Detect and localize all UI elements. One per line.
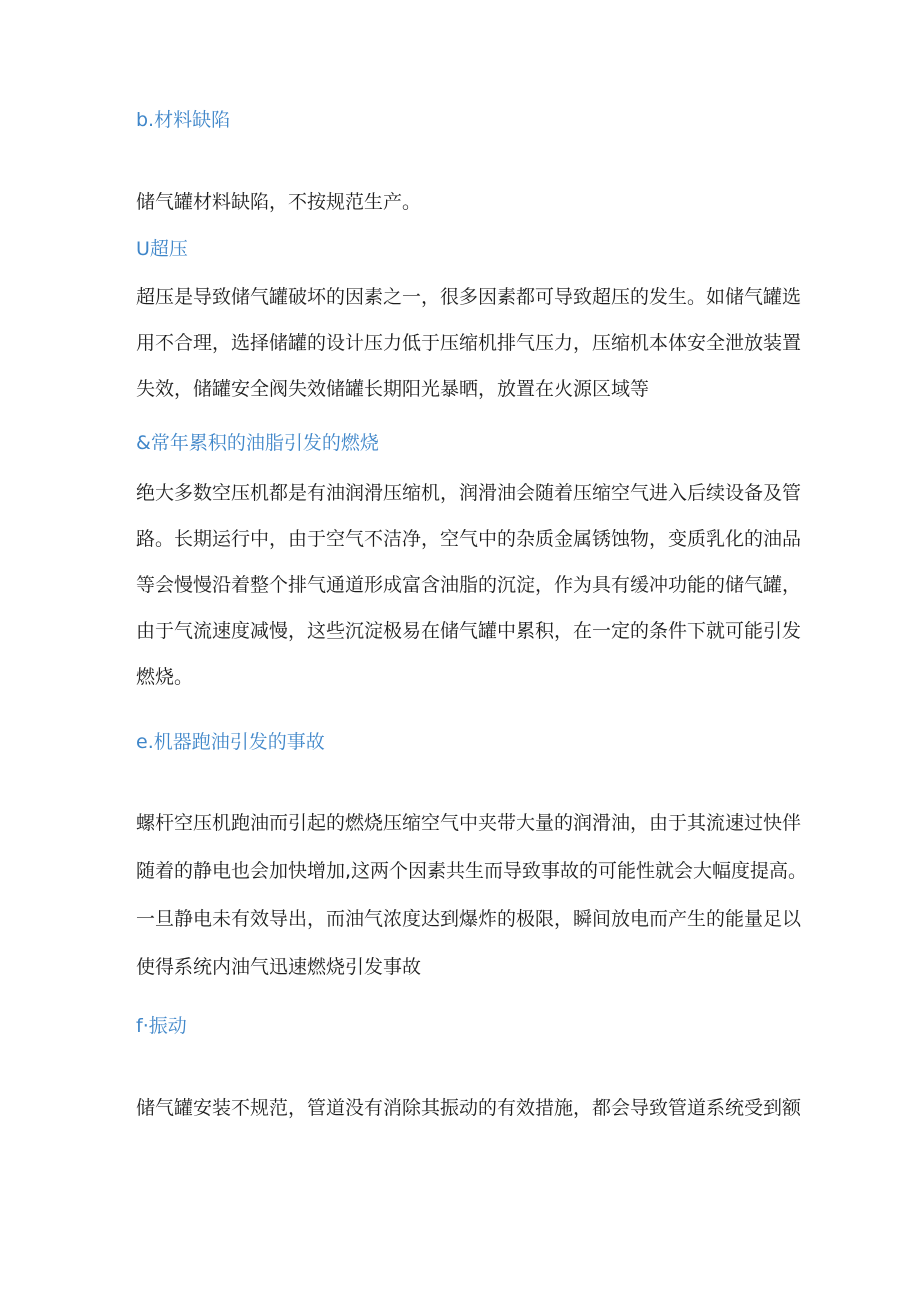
body-line: 超压是导致储气罐破坏的因素之一，很多因素都可导致超压的发生。如储气罐选 — [136, 286, 802, 308]
body-line: 等会慢慢沿着整个排气通道形成富含油脂的沉淀，作为具有缓冲功能的储气罐， — [136, 574, 802, 596]
body-line: 螺杆空压机跑油而引起的燃烧压缩空气中夹带大量的润滑油，由于其流速过快伴 — [136, 812, 802, 834]
section-body-vibration — [136, 1096, 802, 1120]
body-line: 使得系统内油气迅速燃烧引发事故 — [136, 956, 422, 978]
body-line: 由于气流速度减慢，这些沉淀极易在储气罐中累积，在一定的条件下就可能引发 — [136, 620, 802, 642]
section-body-oil-accumulation — [136, 481, 802, 689]
body-line: 一旦静电未有效导出，而油气浓度达到爆炸的极限，瞬间放电而产生的能量足以 — [136, 908, 802, 930]
section-heading-material-defect: b.材料缺陷 — [136, 109, 231, 131]
section-heading-oil-leakage: e.机器跑油引发的事故 — [136, 731, 325, 753]
section-body-material-defect — [136, 190, 796, 214]
body-line: 燃烧。 — [136, 666, 194, 688]
section-heading-oil-accumulation: &常年累积的油脂引发的燃烧 — [136, 432, 379, 454]
body-line: 绝大多数空压机都是有油润滑压缩机，润滑油会随着压缩空气进入后续设备及管 — [136, 482, 802, 504]
section-heading-overpressure: U超压 — [136, 238, 188, 260]
section-body-overpressure — [136, 285, 802, 401]
section-body-oil-leakage — [136, 811, 808, 979]
body-line: 路。长期运行中，由于空气不洁净，空气中的杂质金属锈蚀物，变质乳化的油品 — [136, 528, 802, 550]
body-line: 储气罐安装不规范，管道没有消除其振动的有效措施，都会导致管道系统受到额 — [136, 1097, 802, 1119]
body-line: 随着的静电也会加快增加,这两个因素共生而导致事故的可能性就会大幅度提高。 — [136, 860, 808, 882]
body-line: 储气罐材料缺陷，不按规范生产。 — [136, 191, 422, 213]
body-line: 失效，储罐安全阀失效储罐长期阳光暴晒，放置在火源区域等 — [136, 378, 650, 400]
body-line: 用不合理，选择储罐的设计压力低于压缩机排气压力，压缩机本体安全泄放装置 — [136, 332, 802, 354]
section-heading-vibration: f·振动 — [136, 1015, 187, 1037]
